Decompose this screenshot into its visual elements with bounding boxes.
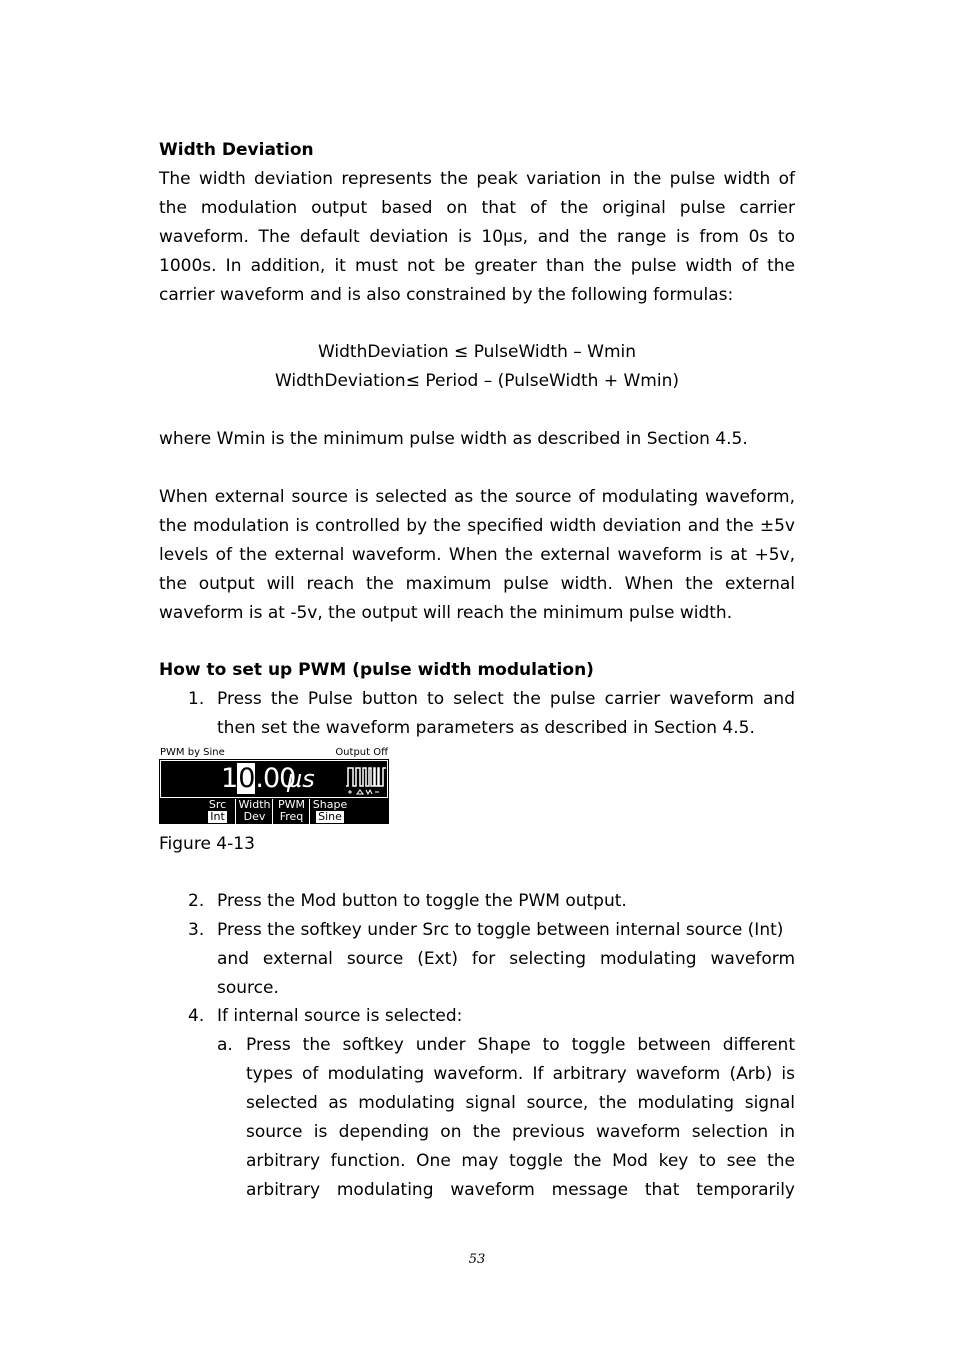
text-line: waveform. The default deviation is 10µs, and the range is from 0s to (159, 227, 795, 247)
text-line: the modulation output based on that of the original pulse carrier (159, 198, 795, 218)
softkey-label: Shape (312, 798, 348, 811)
text-line: When external source is selected as the source of modulating waveform, (159, 487, 795, 507)
text-line: source. (217, 978, 279, 998)
paragraph-where (159, 425, 795, 454)
value-digits: .00 (255, 763, 296, 794)
softkey-divider (272, 799, 273, 824)
text-line: 1000s. In addition, it must not be greater than the pulse width of the (159, 256, 795, 276)
softkey-divider (309, 799, 310, 824)
text-line: the output will reach the maximum pulse width. When the external (159, 574, 795, 594)
value-digit: 1 (221, 763, 238, 794)
text-line: arbitrary modulating waveform message that temporarily (246, 1180, 795, 1200)
softkey-width-dev[interactable] (236, 799, 273, 824)
lcd-mode-title: PWM by Sine (160, 747, 225, 758)
text-line: Press the Pulse button to select the pulse carrier waveform and (217, 689, 795, 709)
text-line: and external source (Ext) for selecting modulating waveform (217, 949, 795, 969)
value-cursor-digit: 0 (238, 763, 255, 794)
step-number: 3. (188, 920, 205, 940)
softkey-label: Width (238, 798, 271, 811)
softkey-pwm-freq[interactable] (273, 799, 310, 824)
lcd-display-figure (159, 747, 389, 824)
text-line: arbitrary function. One may toggle the Mod key to see the (246, 1151, 795, 1171)
substep-letter: a. (217, 1035, 233, 1055)
text-line: Press the softkey under Src to toggle between internal source (Int) (217, 920, 784, 940)
softkey-value: Freq (279, 810, 304, 823)
softkey-label: Src (208, 798, 227, 811)
paragraph-external-source (159, 483, 795, 628)
heading-pwm-setup: How to set up PWM (pulse width modulation) (159, 660, 594, 680)
paragraph-width-deviation (159, 165, 795, 310)
text-line: levels of the external waveform. When the external waveform is at +5v, (159, 545, 795, 565)
figure-caption: Figure 4-13 (159, 834, 255, 854)
heading-width-deviation: Width Deviation (159, 140, 314, 160)
softkey-src[interactable] (199, 799, 236, 824)
softkey-shape[interactable] (310, 799, 350, 824)
lcd-value-area (160, 760, 388, 798)
softkey-value: Sine (318, 810, 342, 823)
formula-2: WidthDeviation≤ Period – (PulseWidth + Wmin) (274, 371, 679, 391)
text-line: The width deviation represents the peak variation in the pulse width of (159, 169, 795, 189)
step-number: 2. (188, 891, 205, 911)
text-line: the modulation is controlled by the specified width deviation and the ±5v (159, 516, 795, 536)
text-line: source is depending on the previous waveform selection in (246, 1122, 795, 1142)
text-line: selected as modulating signal source, the modulating signal (246, 1093, 795, 1113)
text-line: waveform is at -5v, the output will reach the minimum pulse width. (159, 603, 733, 623)
text-line: where Wmin is the minimum pulse width as described in Section 4.5. (159, 429, 748, 449)
pwm-waveform-icon (345, 764, 387, 796)
step-number: 4. (188, 1006, 205, 1026)
softkey-value: Int (210, 810, 225, 823)
softkey-label: PWM (277, 798, 305, 811)
text-line: then set the waveform parameters as described in Section 4.5. (217, 718, 755, 738)
softkey-divider (235, 799, 236, 824)
text-line: types of modulating waveform. If arbitrary waveform (Arb) is (246, 1064, 795, 1084)
step-3 (217, 916, 803, 1003)
lcd-status-bar (159, 747, 389, 759)
text-line: carrier waveform and is also constrained by the following formulas: (159, 285, 734, 305)
lcd-output-status: Output Off (335, 747, 388, 758)
step-1 (217, 685, 795, 743)
step-number: 1. (188, 689, 205, 709)
lcd-value-readout (221, 763, 295, 795)
formula-1: WidthDeviation ≤ PulseWidth – Wmin (317, 342, 637, 362)
lcd-unit: µs (287, 765, 315, 793)
softkey-value: Dev (243, 810, 266, 823)
step-4a (246, 1031, 795, 1205)
text-line: Press the softkey under Shape to toggle between different (246, 1035, 795, 1055)
lcd-softkey-row (159, 799, 389, 824)
step-2: Press the Mod button to toggle the PWM output. (217, 891, 627, 911)
step-4: If internal source is selected: (217, 1006, 463, 1026)
page-number: 53 (468, 1252, 486, 1267)
